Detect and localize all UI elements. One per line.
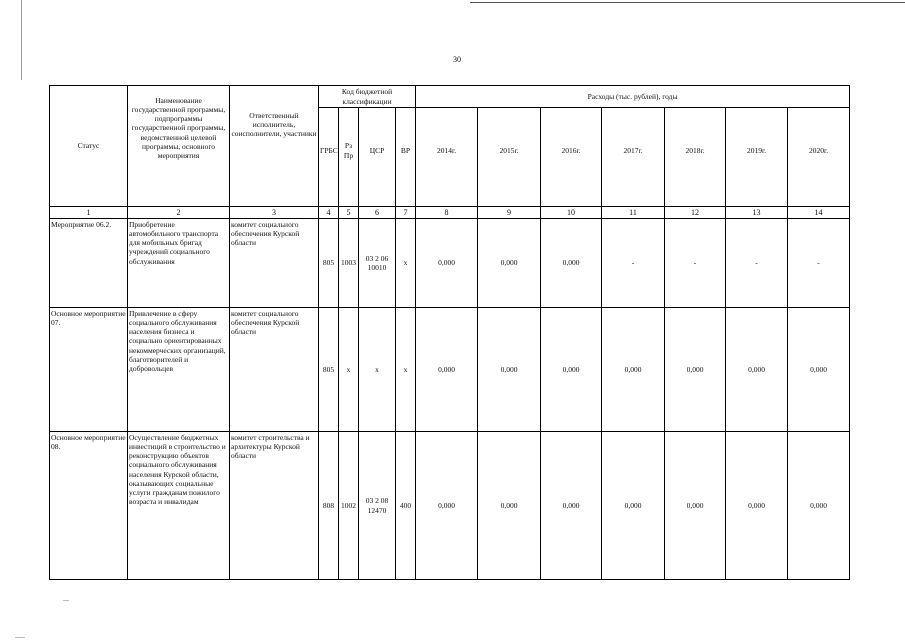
row-csr: 03 2 06 10010 xyxy=(359,219,396,308)
column-number: 12 xyxy=(665,207,726,219)
header-year: 2015г. xyxy=(478,108,541,207)
row-name: Осуществление бюджетных инвестиций в строительство и реконструкцию объектов социального обслуживания населения Курской области, оказывающих социальные услуги гражданам пожилого возраста и инвалидам xyxy=(128,432,230,580)
row-value: 0,000 xyxy=(478,308,541,432)
row-value: 0,000 xyxy=(478,219,541,308)
column-number: 2 xyxy=(128,207,230,219)
page-number: 30 xyxy=(453,55,461,64)
row-value: 0,000 xyxy=(478,432,541,580)
header-year: 2019г. xyxy=(726,108,788,207)
header-year: 2020г. xyxy=(788,108,850,207)
row-rzpr: х xyxy=(339,308,359,432)
header-responsible-text: Ответственный исполнитель, соисполнители, участники xyxy=(231,110,317,139)
column-number: 10 xyxy=(541,207,602,219)
column-number-row xyxy=(50,207,850,219)
header-vr: ВР xyxy=(396,108,416,207)
row-grbs: 805 xyxy=(319,308,339,432)
row-value: 0,000 xyxy=(726,308,788,432)
scan-left-rule xyxy=(21,0,22,80)
row-grbs: 805 xyxy=(319,219,339,308)
row-rzpr: 1002 xyxy=(339,432,359,580)
table-row xyxy=(50,308,850,432)
column-number: 5 xyxy=(339,207,359,219)
header-csr: ЦСР xyxy=(359,108,396,207)
row-value: 0,000 xyxy=(602,308,665,432)
row-status: Основное мероприятие 07. xyxy=(50,308,128,432)
row-value: 0,000 xyxy=(726,432,788,580)
row-name: Приобретение автомобильного транспорта для мобильных бригад учреждений социального обслуживания xyxy=(128,219,230,308)
column-number: 1 xyxy=(50,207,128,219)
column-number: 9 xyxy=(478,207,541,219)
row-rzpr: 1003 xyxy=(339,219,359,308)
row-value: 0,000 xyxy=(416,432,478,580)
row-value: 0,000 xyxy=(602,432,665,580)
row-value: - xyxy=(788,219,850,308)
scan-artifact xyxy=(63,600,69,601)
row-value: 0,000 xyxy=(665,308,726,432)
header-responsible xyxy=(230,86,319,207)
column-number: 7 xyxy=(396,207,416,219)
header-year: 2016г. xyxy=(541,108,602,207)
budget-table xyxy=(49,85,850,580)
header-expenses: Расходы (тыс. рублей), годы xyxy=(416,86,850,108)
column-number: 6 xyxy=(359,207,396,219)
column-number: 4 xyxy=(319,207,339,219)
header-name xyxy=(128,86,230,207)
row-status: Основное мероприятие 08. xyxy=(50,432,128,580)
column-number: 14 xyxy=(788,207,850,219)
row-responsible: комитет социального обеспечения Курской области xyxy=(230,219,319,308)
row-value: - xyxy=(602,219,665,308)
row-value: 0,000 xyxy=(541,432,602,580)
row-value: 0,000 xyxy=(788,432,850,580)
column-number: 3 xyxy=(230,207,319,219)
row-csr: 03 2 08 12470 xyxy=(359,432,396,580)
row-value: - xyxy=(726,219,788,308)
header-grbs: ГРБС xyxy=(319,108,339,207)
header-year: 2017г. xyxy=(602,108,665,207)
row-value: 0,000 xyxy=(665,432,726,580)
row-vr: х xyxy=(396,219,416,308)
column-number: 13 xyxy=(726,207,788,219)
table-row xyxy=(50,219,850,308)
row-name: Привлечение в сферу социального обслуживания населения бизнеса и социально ориентированных некоммерческих организаций, благотворителей и добровольцев xyxy=(128,308,230,432)
table-row xyxy=(50,432,850,580)
row-value: - xyxy=(665,219,726,308)
row-responsible: комитет строительства и архитектуры Курской области xyxy=(230,432,319,580)
column-number: 8 xyxy=(416,207,478,219)
scan-artifact xyxy=(15,637,25,638)
header-name-text: Наименование государственной программы, подпрограммы государственной программы, ведомственной целевой программы, основного мероприятия xyxy=(131,96,226,160)
row-csr: х xyxy=(359,308,396,432)
row-status: Мероприятие 06.2. xyxy=(50,219,128,308)
row-value: 0,000 xyxy=(541,219,602,308)
header-budget-code: Код бюджетной классификации xyxy=(319,86,416,108)
row-vr: х xyxy=(396,308,416,432)
row-value: 0,000 xyxy=(541,308,602,432)
row-value: 0,000 xyxy=(416,219,478,308)
row-value: 0,000 xyxy=(788,308,850,432)
column-number: 11 xyxy=(602,207,665,219)
header-year: 2014г. xyxy=(416,108,478,207)
header-rzpr: Рз Пр xyxy=(339,108,359,207)
row-responsible: комитет социального обеспечения Курской области xyxy=(230,308,319,432)
row-value: 0,000 xyxy=(416,308,478,432)
row-grbs: 808 xyxy=(319,432,339,580)
row-vr: 400 xyxy=(396,432,416,580)
header-year: 2018г. xyxy=(665,108,726,207)
header-status: Статус xyxy=(50,86,128,207)
scan-top-rule xyxy=(470,2,905,3)
